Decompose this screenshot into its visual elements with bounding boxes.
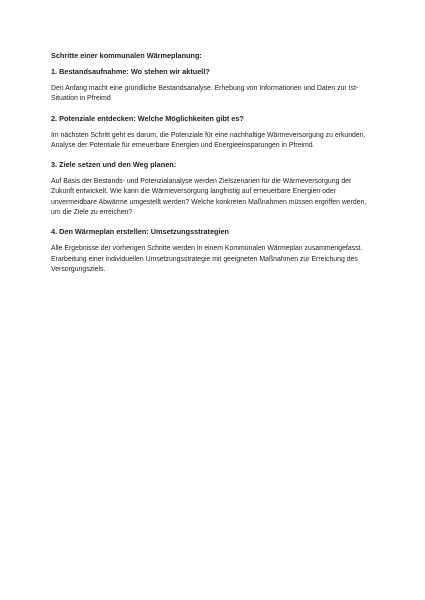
section-heading: 1. Bestandsaufnahme: Wo stehen wir aktuell? — [51, 67, 210, 76]
section-body: Im nächsten Schritt geht es darum, die Potenziale für eine nachhaltige Wärmeversorgung zu erkunden. Analyse der Potentiale für erneuerbare Energien und Energieeinsparungen in Pfreimd. — [51, 131, 366, 149]
section-heading: 4. Den Wärmeplan erstellen: Umsetzungsstrategien — [51, 227, 230, 237]
section-ziele — [51, 160, 375, 218]
section-heading: 2. Potenziale entdecken: Welche Möglichkeiten gibt es? — [51, 113, 244, 123]
section-bestandsaufnahme — [51, 67, 375, 105]
document-title: Schritte einer kommunalen Wärmeplanung: — [51, 51, 202, 60]
section-body: Auf Basis der Bestands- und Potenzialanalyse werden Zielszenarien für die Wärmeversorgung der Zukunft entwickelt. Wie kann die Wärmeversorgung langfristig auf erneuerbare Energien oder unvermeidbare Abwärme umgestellt werden? Welche konkreten Maßnahmen müssen ergriffen werden, um die Ziele zu erreichen? — [51, 178, 367, 217]
section-body: Den Anfang macht eine gründliche Bestandsanalyse. Erhebung von Informationen und Daten zur Ist-Situation in Pfreimd — [51, 85, 359, 103]
section-body: Alle Ergebnisse der vorherigen Schritte werden in einem Kommunalen Wärmeplan zusammengefasst. Erarbeitung einer individuellen Umsetzungsstrategie mit geeigneten Maßnahmen zur Erreichung des Versorgungsziels. — [51, 245, 363, 273]
section-waermeplan — [51, 227, 375, 275]
section-heading: 3. Ziele setzen und den Weg planen: — [51, 160, 177, 170]
section-potenziale — [51, 114, 375, 152]
